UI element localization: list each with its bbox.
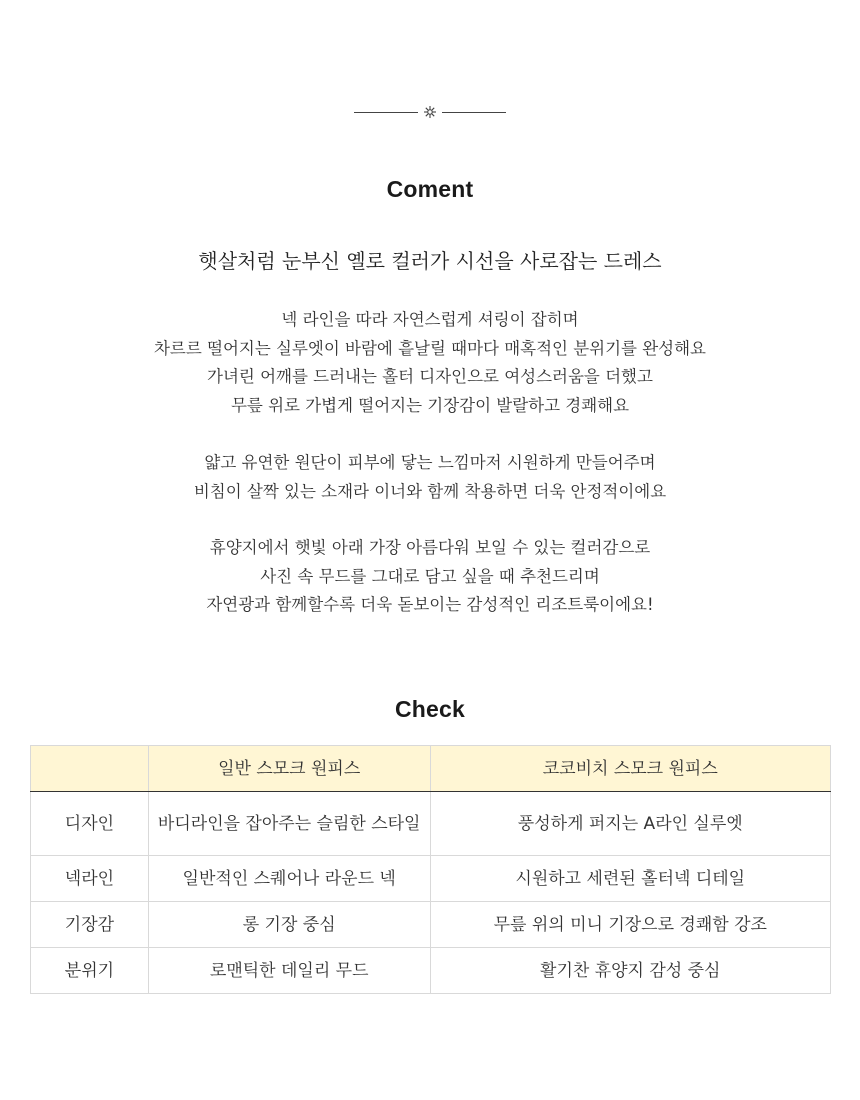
divider-line-right <box>442 112 506 113</box>
row-label: 넥라인 <box>31 856 149 902</box>
section-divider <box>0 103 860 121</box>
table-row <box>31 792 831 856</box>
row-label: 기장감 <box>31 902 149 948</box>
coment-paragraph <box>0 449 860 506</box>
table-header-row <box>31 746 831 792</box>
coment-headline: 햇살처럼 눈부신 옐로 컬러가 시선을 사로잡는 드레스 <box>198 249 662 273</box>
comparison-table <box>30 745 831 994</box>
check-title: Check <box>394 696 466 722</box>
paragraph-line: 휴양지에서 햇빛 아래 가장 아름다워 보일 수 있는 컬러감으로 <box>209 538 651 557</box>
header-cell-regular: 일반 스모크 원피스 <box>148 746 430 792</box>
paragraph-line: 사진 속 무드를 그대로 담고 싶을 때 추천드리며 <box>260 566 600 586</box>
paragraph-line: 넥 라인을 따라 자연스럽게 셔링이 잡히며 <box>281 310 579 329</box>
row-regular: 바디라인을 잡아주는 슬림한 스타일 <box>148 792 430 856</box>
row-regular: 로맨틱한 데일리 무드 <box>148 948 430 994</box>
table-row <box>31 856 831 902</box>
divider-line-left <box>354 112 418 113</box>
header-cell-empty <box>31 746 149 792</box>
paragraph-line: 가녀린 어깨를 드러내는 홀터 디자인으로 여성스러움을 더했고 <box>207 367 653 386</box>
table-row <box>31 902 831 948</box>
row-label: 분위기 <box>31 948 149 994</box>
coment-title: Coment <box>386 176 474 202</box>
paragraph-line: 차르르 떨어지는 실루엣이 바람에 흩날릴 때마다 매혹적인 분위기를 완성해요 <box>153 338 706 358</box>
paragraph-line: 얇고 유연한 원단이 피부에 닿는 느낌마저 시원하게 만들어주며 <box>204 453 656 472</box>
row-regular: 일반적인 스퀘어나 라운드 넥 <box>148 856 430 902</box>
paragraph-line: 무릎 위로 가볍게 떨어지는 기장감이 발랄하고 경쾌해요 <box>230 395 630 415</box>
row-label: 디자인 <box>31 792 149 856</box>
row-cocobeach: 시원하고 세련된 홀터넥 디테일 <box>430 856 830 902</box>
row-cocobeach: 활기찬 휴양지 감성 중심 <box>430 948 830 994</box>
table-row <box>31 948 831 994</box>
paragraph-line: 자연광과 함께할수록 더욱 돋보이는 감성적인 리조트룩이에요! <box>206 595 654 614</box>
row-cocobeach: 무릎 위의 미니 기장으로 경쾌함 강조 <box>430 902 830 948</box>
sparkle-icon <box>418 103 442 121</box>
row-regular: 롱 기장 중심 <box>148 902 430 948</box>
header-cell-cocobeach: 코코비치 스모크 원피스 <box>430 746 830 792</box>
paragraph-line: 비침이 살짝 있는 소재라 이너와 함께 착용하면 더욱 안정적이에요 <box>193 481 667 501</box>
coment-paragraph <box>0 534 860 620</box>
row-cocobeach: 풍성하게 퍼지는 A라인 실루엣 <box>430 792 830 856</box>
coment-paragraph <box>0 306 860 420</box>
